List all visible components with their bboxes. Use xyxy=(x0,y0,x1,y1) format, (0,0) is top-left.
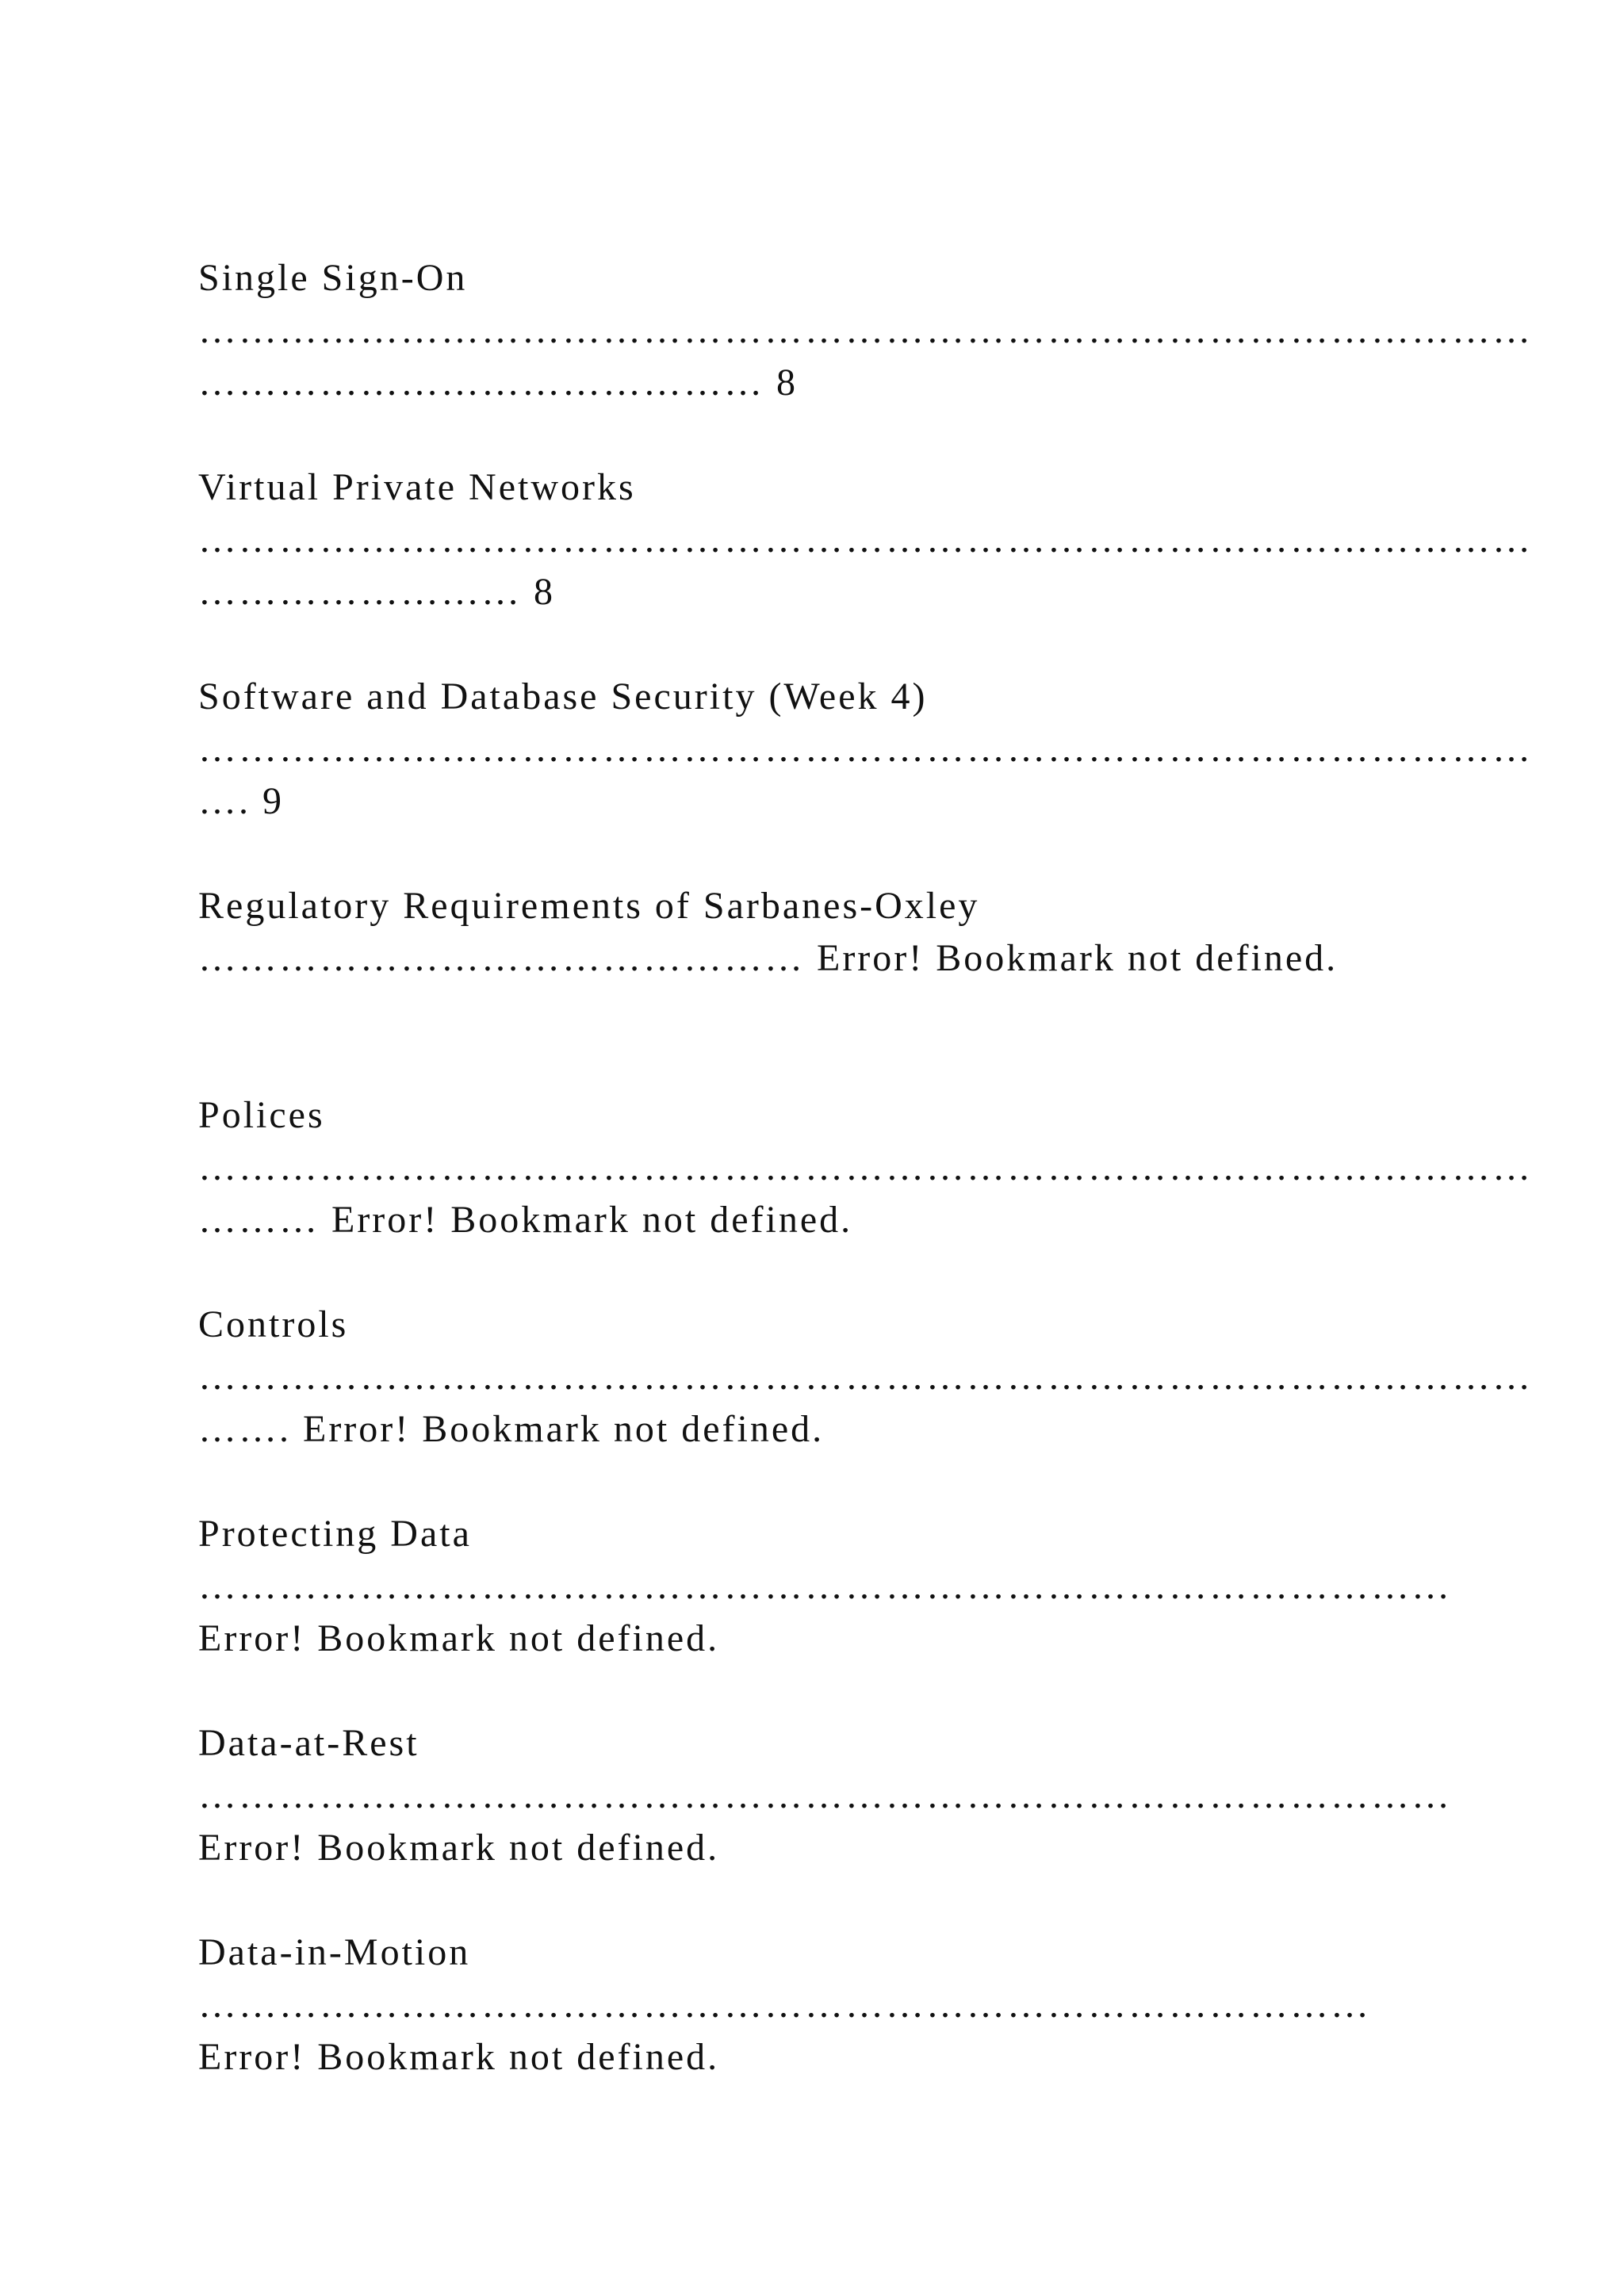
toc-page-reference: ……. Error! Bookmark not defined. xyxy=(198,1408,825,1450)
toc-entry-title: Virtual Private Networks xyxy=(198,466,636,508)
toc-leader-dots: ………………………………………………………………………………… xyxy=(198,1565,1452,1607)
toc-leader-dots: ……………………………………………………………………………………… xyxy=(198,1146,1533,1188)
toc-entry-title: Protecting Data xyxy=(198,1513,472,1555)
toc-page-reference: Error! Bookmark not defined. xyxy=(198,2036,720,2078)
toc-entry-title: Data-in-Motion xyxy=(198,1931,471,1973)
toc-entry-title: Single Sign-On xyxy=(198,257,468,299)
toc-leader-dots: ………………………………………………………………………………… xyxy=(198,1774,1452,1816)
toc-entry-protecting-data[interactable] xyxy=(198,1508,1483,1717)
toc-page-reference: ……………………………………… Error! Bookmark not defined. xyxy=(198,937,1339,979)
toc-leader-dots: ……………………………………………………………………………………… xyxy=(198,728,1533,770)
toc-leader-dots: ……………………………………………………………………………………… xyxy=(198,309,1533,351)
toc-entry-virtual-private-networks[interactable] xyxy=(198,461,1533,671)
toc-leader-dots: …………………………………………………………………………… xyxy=(198,1984,1371,2026)
toc-page-reference: Error! Bookmark not defined. xyxy=(198,1827,720,1869)
toc-entry-single-sign-on[interactable] xyxy=(198,252,1533,461)
toc-entry-title: Polices xyxy=(198,1094,325,1136)
toc-entry-data-at-rest[interactable] xyxy=(198,1717,1483,1927)
toc-entry-regulatory-requirements[interactable] xyxy=(198,880,1483,1089)
toc-entry-software-database-security[interactable] xyxy=(198,671,1533,880)
toc-leader-dots: ……………………………………………………………………………………… xyxy=(198,1356,1533,1398)
toc-entry-title: Regulatory Requirements of Sarbanes-Oxley xyxy=(198,885,980,927)
toc-entry-title: Data-at-Rest xyxy=(198,1722,419,1764)
toc-entry-title: Controls xyxy=(198,1303,349,1345)
table-of-contents xyxy=(198,252,1533,2136)
toc-page-reference: Error! Bookmark not defined. xyxy=(198,1617,720,1659)
toc-page-reference: ……… Error! Bookmark not defined. xyxy=(198,1199,853,1241)
toc-leader-dots: ……………………………………………………………………………………… xyxy=(198,519,1533,561)
toc-page-reference: …………………………………… 8 xyxy=(198,362,798,404)
toc-entry-data-in-motion[interactable] xyxy=(198,1927,1483,2136)
toc-entry-title: Software and Database Security (Week 4) xyxy=(198,675,928,718)
toc-page-reference: …. 9 xyxy=(198,780,284,822)
toc-page-reference: …………………… 8 xyxy=(198,571,555,613)
toc-entry-controls[interactable] xyxy=(198,1299,1533,1508)
toc-entry-polices[interactable] xyxy=(198,1089,1533,1299)
